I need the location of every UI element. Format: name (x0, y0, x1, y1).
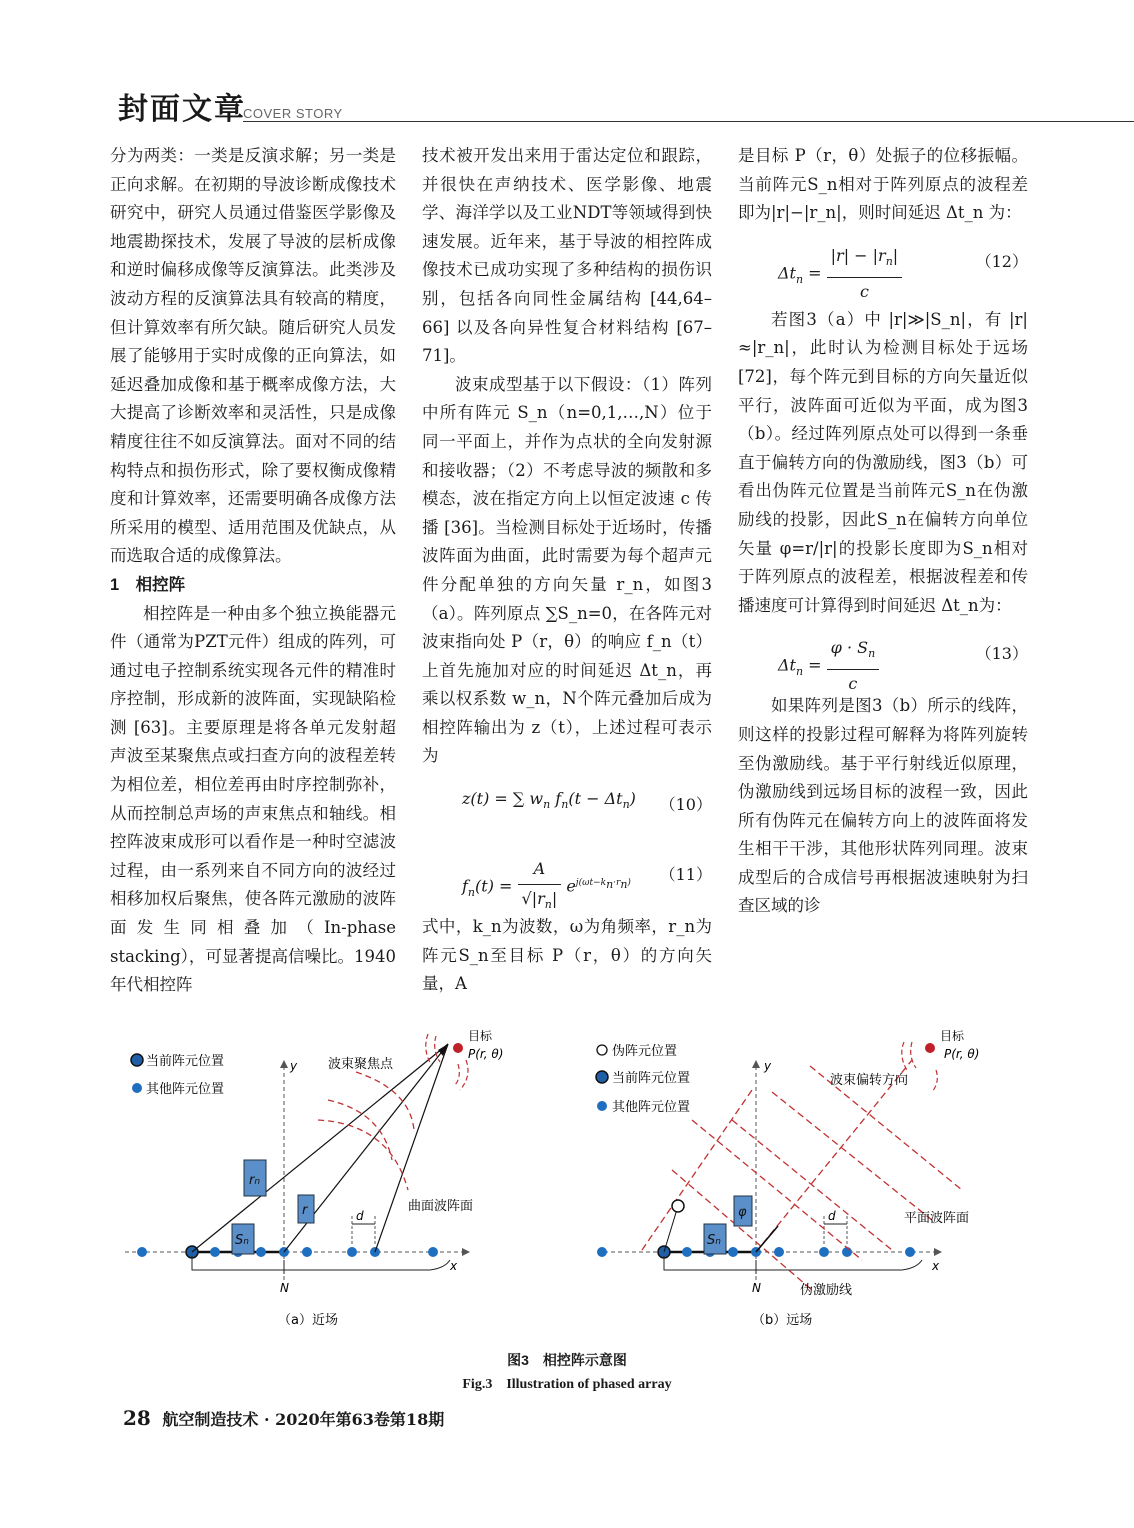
legend-current-label-a: 当前阵元位置 (146, 1054, 225, 1069)
target-point-b (925, 1043, 935, 1053)
equation-12: $\Delta t_n$ = $\frac{|r| - |r_n|}{c}$ （12） (738, 234, 1028, 300)
column-1 (110, 142, 396, 1000)
col2-paragraph-3: 式中，k_n为波数，ω为角频率，r_n为阵元S_n至目标 P（r，θ）的方向矢量，A (422, 917, 712, 994)
equation-13: $\Delta t_n$ = $\frac{\varphi \cdot S_n}{c}$ （13） (738, 626, 1028, 686)
target-point-a (453, 1043, 463, 1053)
legend-current-dot-b (596, 1071, 608, 1083)
equation-13-number: （13） (975, 644, 1028, 664)
element-a (347, 1247, 357, 1257)
plane-wavefront-label-b: 平面波阵面 (904, 1211, 970, 1226)
element-a (302, 1247, 312, 1257)
d-label-a: d (356, 1209, 364, 1223)
n-label-b: N (752, 1281, 761, 1295)
page-header-subtitle: COVER STORY (243, 106, 343, 121)
column-3 (738, 142, 1028, 921)
x-axis-arrow-b (934, 1248, 942, 1256)
section-heading: 1 相控阵 (110, 575, 186, 594)
x-axis-label-a: x (450, 1259, 458, 1273)
focus-label-a: 波束聚焦点 (328, 1057, 394, 1072)
array-bracket-a (192, 1256, 450, 1270)
target-coord-a: P(r, θ) (468, 1047, 504, 1061)
plane-wavefront-b (772, 1092, 932, 1220)
y-axis-arrow-b (752, 1060, 760, 1068)
legend-other-dot-b (597, 1101, 607, 1111)
element-b (819, 1247, 829, 1257)
panel-a (125, 1028, 503, 1328)
curved-wavefront-label-a: 曲面波阵面 (408, 1199, 474, 1214)
target-coord-b: P(r, θ) (944, 1047, 980, 1061)
legend-pseudo-dot-b (597, 1045, 607, 1055)
figure-caption-en: Fig.3 Illustration of phased array (462, 1377, 672, 1392)
equation-10: z(t) = ∑ $w_n$ $f_n(t - \Delta t_n)$ （10） (422, 777, 712, 841)
element-a (210, 1247, 220, 1257)
equation-11-number: （11） (659, 865, 712, 885)
r-label-a: r (302, 1203, 308, 1218)
caption-b: （b）远场 (752, 1313, 813, 1328)
element-b (728, 1247, 738, 1257)
equation-11: $f_n(t)$ = $\frac{A}{√|r_n|}$ $e^{j(\omega t-k_n\cdot r_n)}$ （11） (422, 847, 712, 907)
panel-b (596, 1028, 979, 1328)
n-label-a: N (280, 1281, 289, 1295)
sn-label-b: Sn (707, 1233, 721, 1248)
page-number: 28 (123, 1406, 151, 1430)
target-label-a: 目标 (468, 1029, 493, 1043)
beam-direction-line-b (756, 1060, 912, 1252)
curved-wavefront-a (318, 1120, 408, 1190)
col3-paragraph-1: 是目标 P（r，θ）处振子的位移振幅。当前阵元S_n相对于阵列原点的波程差即为|r|−|r_n|，则时间延迟 Δt_n 为： (738, 146, 1028, 223)
element-b (842, 1247, 852, 1257)
y-axis-label-a: y (290, 1059, 298, 1073)
col1-paragraph-2: 相控阵是一种由多个独立换能器元件（通常为PZT元件）组成的阵列，可通过电子控制系统实现各元件的精准时序控制，形成新的波阵面，实现缺陷检测 [63]。主要原理是将各单元发射超声波至某聚焦点或扫查方向的波程差转为相位差，相位差再由时序控制弥补，从而控制总声场的声束焦点和轴线。相控阵波束成形可以看作是一种时空滤波过程，由一系列来自不同方向的波经过相移加权后聚焦，使各阵元激励的波阵面发生同相叠加（In-phase stacking），可显著提高信噪比。1940年代相控阵 (110, 603, 396, 995)
col2-paragraph-2: 波束成型基于以下假设：（1）阵列中所有阵元 S_n（n=0,1,…,N）位于同一平面上，并作为点状的全向发射源和接收器；（2）不考虑导波的频散和多模态，波在指定方向上以恒定波速 c 传播 [36]。当检测目标处于近场时，传播波阵面为曲面，此时需要为每个超声元件分配单独的方向矢量 r_n，如图3（a）。阵列原点 ∑S_n=0，在各阵元对波束指向处 P（r，θ）的响应 f_n（t）上首先施加对应的时间延迟 Δt_n，再乘以权系数 w_n，N个阵元叠加后成为相控阵输出为 z（t），上述过程可表示为 (422, 374, 712, 766)
rn-label-a: rn (249, 1173, 261, 1188)
journal-info: 航空制造技术 · 2020年第63卷第18期 (162, 1410, 445, 1429)
element-b (905, 1247, 915, 1257)
col2-paragraph-1: 技术被开发出来用于雷达定位和跟踪，并很快在声纳技术、医学影像、地震学、海洋学以及工业NDT等领域得到快速发展。近年来，基于导波的相控阵成像技术已成功实现了多种结构的损伤识别，包括各向同性金属结构 [44,64–66] 以及各向异性复合材料结构 [67–71]。 (422, 146, 712, 366)
column-2 (422, 142, 712, 999)
projection-b (664, 1206, 678, 1252)
element-b (774, 1247, 784, 1257)
col3-paragraph-3: 如果阵列是图3（b）所示的线阵，则这样的投影过程可解释为将阵列旋转至伪激励线。基于平行射线近似原理，伪激励线到远场目标的波程一致，因此所有伪阵元在偏转方向上的波阵面将发生相干干涉，其他形状阵列同理。波束成型后的合成信号再根据波速映射为扫查区域的诊 (738, 696, 1028, 916)
equation-10-number: （10） (659, 795, 712, 815)
target-label-b: 目标 (940, 1029, 965, 1043)
focus-arcs-a (426, 1034, 468, 1090)
x-axis-arrow-a (462, 1248, 470, 1256)
legend-other-dot-a (132, 1083, 142, 1093)
legend-current-label-b: 当前阵元位置 (612, 1071, 691, 1086)
phi-vector-b (756, 1226, 778, 1252)
pseudo-element-b (672, 1200, 684, 1212)
pseudo-line-label-b: 伪激励线 (800, 1283, 853, 1298)
legend-pseudo-label-b: 伪阵元位置 (612, 1044, 678, 1059)
header-rule (243, 121, 1134, 122)
sn-label-a: Sn (235, 1233, 249, 1248)
col1-paragraph-1: 分为两类：一类是反演求解；另一类是正向求解。在初期的导波诊断成像技术研究中，研究人员通过借鉴医学影像及地震勘探技术，发展了导波的层析成像和逆时偏移成像等反演算法。此类涉及波动方程的反演算法具有较高的精度，但计算效率有所欠缺。随后研究人员发展了能够用于实时成像的正向算法，如延迟叠加成像和基于概率成像方法，大大提高了诊断效率和灵活性，只是成像精度往往不如反演算法。面对不同的结构特点和损伤形式，除了要权衡成像精度和计算效率，还需要明确各成像方法所采用的模型、适用范围及优缺点，从而选取合适的成像算法。 (110, 146, 396, 566)
equation-12-number: （12） (975, 251, 1028, 271)
y-axis-arrow-a (280, 1060, 288, 1068)
element-a (256, 1247, 266, 1257)
beam-direction-label-b: 波束偏转方向 (830, 1073, 909, 1088)
legend-other-label-a: 其他阵元位置 (146, 1082, 225, 1097)
element-b (597, 1247, 607, 1257)
figure-3 (110, 1020, 1030, 1328)
x-axis-label-b: x (932, 1259, 940, 1273)
page-footer (123, 1406, 444, 1430)
y-axis-label-b: y (764, 1059, 772, 1073)
pseudo-excitation-line-b (672, 1170, 812, 1290)
array-bracket-b (664, 1256, 922, 1270)
figure-caption-cn: 图3 相控阵示意图 (507, 1352, 627, 1368)
curved-wavefront-a (356, 1072, 414, 1130)
legend-other-label-b: 其他阵元位置 (612, 1100, 691, 1115)
col3-paragraph-2: 若图3（a）中 |r|≫|S_n|，有 |r|≈|r_n|，此时认为检测目标处于远场 [72]，每个阵元到目标的方向矢量近似平行，波阵面可近似为平面，成为图3（b）。经过阵列原点处可以得到一条垂直于偏转方向的伪激励线，图3（b）可看出伪阵元位置是当前阵元S_n在伪激励线的投影，因此S_n在偏转方向单位矢量 φ=r/|r|的投影长度即为S_n相对于阵列原点的波程差，根据波程差和传播速度可计算得到时间延迟 Δt_n为： (738, 309, 1028, 615)
page-header-title: 封面文章 (118, 92, 246, 127)
caption-a: （a）近场 (278, 1313, 338, 1328)
vector-rn-a (192, 1044, 448, 1252)
legend-current-dot-a (131, 1054, 143, 1066)
element-a (428, 1247, 438, 1257)
element-b (682, 1247, 692, 1257)
element-a (137, 1247, 147, 1257)
d-label-b: d (828, 1209, 836, 1223)
phi-label-b: φ (738, 1205, 747, 1220)
